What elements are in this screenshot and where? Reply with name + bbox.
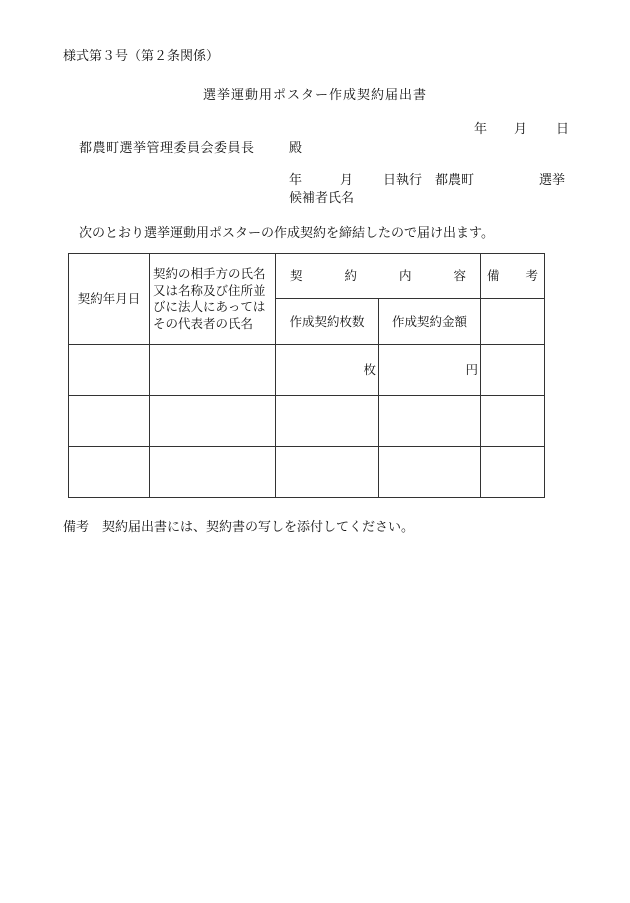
document-title: 選挙運動用ポスター作成契約届出書 <box>202 88 427 103</box>
header-contract-party <box>150 254 276 345</box>
execution-town: 都農町 <box>435 173 475 188</box>
amount-cell: 円 <box>379 345 481 396</box>
header-party-line: その代表者の氏名 <box>153 315 254 331</box>
header-content-char: 契 <box>290 268 303 283</box>
header-remarks <box>481 254 545 299</box>
submission-month-label: 月 <box>514 122 528 137</box>
date-cell <box>69 345 150 396</box>
header-content-char: 約 <box>344 268 357 283</box>
header-party-line: 契約の相手方の氏名 <box>153 266 266 281</box>
addressee-name: 都農町選挙管理委員会委員長 <box>79 141 255 156</box>
header-content-char: 容 <box>453 268 466 283</box>
date-cell <box>69 396 150 447</box>
amount-cell <box>379 447 481 498</box>
party-cell <box>150 396 276 447</box>
submission-day-label: 日 <box>556 122 570 137</box>
remarks-cell <box>481 345 545 396</box>
header-content-char: 内 <box>398 268 412 283</box>
statement-text: 次のとおり選挙運動用ポスターの作成契約を締結したので届け出ます。 <box>79 226 494 241</box>
contract-table <box>68 253 545 498</box>
remarks-empty-cell <box>481 299 545 345</box>
execution-month-label: 月 <box>340 173 354 188</box>
amount-cell <box>379 396 481 447</box>
remarks-note: 備考 契約届出書には、契約書の写しを添付してください。 <box>63 520 415 535</box>
header-contract-content <box>276 254 481 299</box>
date-cell <box>69 447 150 498</box>
count-cell: 枚 <box>276 345 379 396</box>
count-cell <box>276 447 379 498</box>
election-label: 選挙 <box>539 173 566 188</box>
remarks-cell <box>481 396 545 447</box>
candidate-name-label: 候補者氏名 <box>289 191 355 206</box>
header-count: 作成契約枚数 <box>276 299 379 345</box>
header-remarks-char: 備 <box>487 268 500 283</box>
submission-year-label: 年 <box>474 122 488 137</box>
header-party-line: 又は名称及び住所並 <box>153 282 266 298</box>
header-remarks-char: 考 <box>525 268 538 283</box>
form-number: 様式第３号（第２条関係） <box>63 49 220 64</box>
header-party-line: びに法人にあっては <box>153 299 266 314</box>
party-cell <box>150 345 276 396</box>
party-cell <box>150 447 276 498</box>
execution-year-label: 年 <box>289 173 303 188</box>
execution-day-label: 日執行 <box>383 173 423 188</box>
header-contract-date: 契約年月日 <box>69 254 150 345</box>
remarks-cell <box>481 447 545 498</box>
count-cell <box>276 396 379 447</box>
addressee-honorific: 殿 <box>289 141 303 156</box>
header-amount: 作成契約金額 <box>379 299 481 345</box>
